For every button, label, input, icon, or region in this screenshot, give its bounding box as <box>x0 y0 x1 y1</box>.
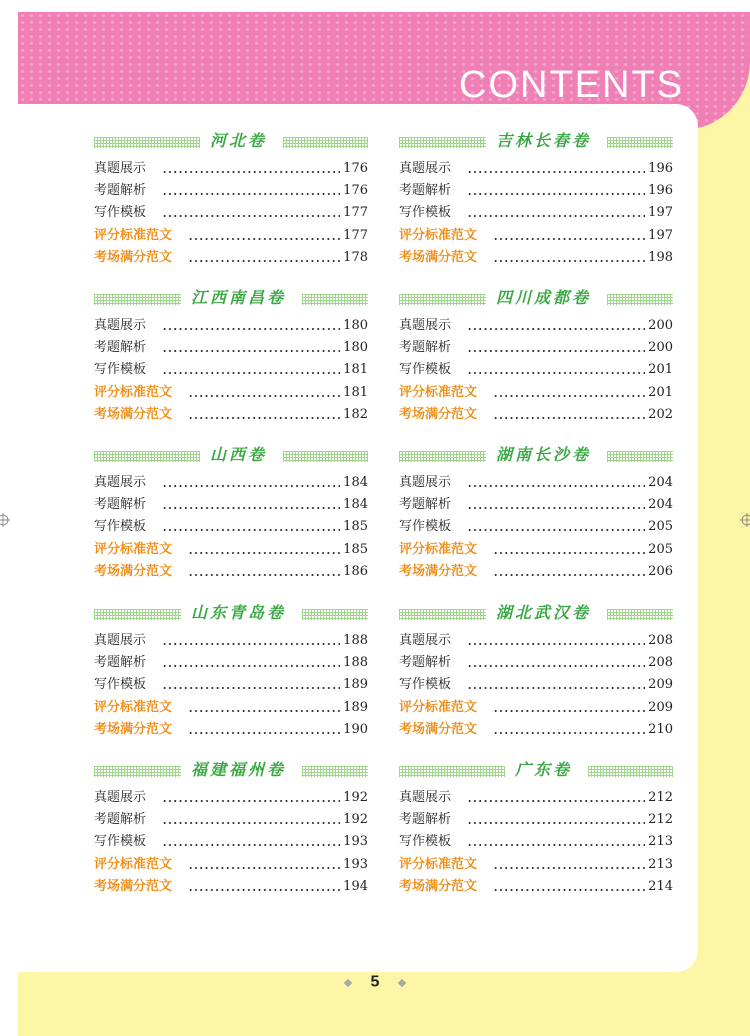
entry-page-number: 180 <box>343 318 368 333</box>
dot-leader <box>188 574 340 576</box>
section-header <box>399 290 673 310</box>
page-title: CONTENTS <box>459 64 684 106</box>
toc-entry[interactable] <box>399 359 673 381</box>
section-title: 福建福州卷 <box>191 760 287 779</box>
dot-leader <box>467 171 645 173</box>
toc-entry[interactable] <box>399 247 673 269</box>
section-title: 吉林长春卷 <box>496 131 592 150</box>
dot-leader <box>467 507 645 509</box>
section-title: 江西南昌卷 <box>191 288 287 307</box>
entry-page-number: 198 <box>648 249 673 265</box>
section-header <box>94 762 368 782</box>
toc-entry[interactable] <box>94 787 368 809</box>
entry-page-number: 204 <box>648 497 673 513</box>
section-header <box>94 290 368 310</box>
toc-entry[interactable] <box>94 697 368 719</box>
entry-page-number: 208 <box>648 633 673 648</box>
section-stripe-left <box>94 137 200 148</box>
entry-page-number: 201 <box>648 384 673 400</box>
entry-page-number: 197 <box>648 205 673 221</box>
toc-section <box>94 603 368 743</box>
toc-section <box>399 288 673 428</box>
toc-entry[interactable] <box>94 404 368 426</box>
entry-page-number: 212 <box>648 790 673 805</box>
dot-leader <box>162 372 340 374</box>
entry-label: 真题展示 <box>94 633 147 648</box>
section-stripe-right <box>302 609 368 620</box>
entry-page-number: 193 <box>343 856 368 872</box>
entry-page-number: 204 <box>648 475 673 490</box>
toc-entry[interactable] <box>399 831 673 853</box>
entry-page-number: 213 <box>648 834 673 850</box>
entry-label: 写作模板 <box>94 362 147 378</box>
toc-entry[interactable] <box>94 719 368 741</box>
entry-page-number: 212 <box>648 812 673 828</box>
entry-page-number: 184 <box>343 475 368 490</box>
dot-leader <box>467 328 645 330</box>
entry-label: 考题解析 <box>399 812 452 828</box>
toc-entry[interactable] <box>399 876 673 898</box>
entry-label: 考场满分范文 <box>399 878 478 894</box>
entry-page-number: 192 <box>343 790 368 805</box>
section-title: 湖北武汉卷 <box>496 603 592 622</box>
entry-page-number: 186 <box>343 563 368 579</box>
section-header <box>94 447 368 467</box>
section-stripe-left <box>399 451 486 462</box>
toc-entry[interactable] <box>399 382 673 404</box>
entry-page-number: 188 <box>343 655 368 671</box>
entry-page-number: 189 <box>343 677 368 693</box>
entry-page-number: 181 <box>343 362 368 378</box>
dot-leader <box>467 485 645 487</box>
dot-leader <box>188 395 340 397</box>
dot-leader <box>467 687 645 689</box>
section-header <box>399 762 673 782</box>
toc-entry[interactable] <box>94 876 368 898</box>
entry-page-number: 178 <box>343 249 368 265</box>
section-entries <box>94 315 368 426</box>
entry-label: 考题解析 <box>94 340 147 356</box>
entry-label: 写作模板 <box>94 205 147 221</box>
dot-leader <box>493 574 645 576</box>
toc-entry[interactable] <box>399 337 673 359</box>
section-entries <box>399 315 673 426</box>
entry-page-number: 202 <box>648 406 673 422</box>
entry-label: 真题展示 <box>399 475 452 490</box>
dot-leader <box>493 417 645 419</box>
dot-leader <box>162 687 340 689</box>
dot-leader <box>162 529 340 531</box>
dot-leader <box>467 844 645 846</box>
entry-page-number: 200 <box>648 318 673 333</box>
section-stripe-left <box>399 609 486 620</box>
toc-entry[interactable] <box>94 539 368 561</box>
section-entries <box>94 630 368 741</box>
page-number: 5 <box>370 973 380 991</box>
entry-label: 评分标准范文 <box>399 856 478 872</box>
toc-entry[interactable] <box>94 652 368 674</box>
dot-leader <box>493 710 645 712</box>
section-stripe-right <box>607 451 673 462</box>
dot-leader <box>493 732 645 734</box>
entry-page-number: 177 <box>343 205 368 221</box>
toc-entry[interactable] <box>94 630 368 652</box>
toc-entry[interactable] <box>94 247 368 269</box>
entry-page-number: 176 <box>343 161 368 176</box>
section-stripe-right <box>607 294 673 305</box>
section-stripe-left <box>94 766 181 777</box>
dot-leader <box>188 710 340 712</box>
entry-label: 评分标准范文 <box>94 856 173 872</box>
diamond-icon <box>397 978 405 986</box>
section-stripe-left <box>399 137 486 148</box>
toc-entry[interactable] <box>399 472 673 494</box>
dot-leader <box>493 395 645 397</box>
toc-entry[interactable] <box>94 674 368 696</box>
dot-leader <box>188 552 340 554</box>
toc-entry[interactable] <box>399 809 673 831</box>
entry-label: 真题展示 <box>94 318 147 333</box>
entry-label: 考题解析 <box>399 183 452 199</box>
section-stripe-left <box>399 766 505 777</box>
toc-entry[interactable] <box>399 180 673 202</box>
entry-label: 考题解析 <box>94 812 147 828</box>
section-entries <box>94 472 368 583</box>
toc-entry[interactable] <box>399 630 673 652</box>
toc-entry[interactable] <box>94 180 368 202</box>
section-header <box>94 133 368 153</box>
entry-page-number: 176 <box>343 183 368 199</box>
toc-entry[interactable] <box>94 561 368 583</box>
dot-leader <box>162 822 340 824</box>
section-stripe-right <box>302 294 368 305</box>
entry-label: 真题展示 <box>399 633 452 648</box>
entry-label: 真题展示 <box>94 161 147 176</box>
entry-label: 考题解析 <box>94 183 147 199</box>
toc-entry[interactable] <box>94 359 368 381</box>
entry-label: 写作模板 <box>94 677 147 693</box>
section-title: 河北卷 <box>210 131 268 150</box>
entry-page-number: 181 <box>343 384 368 400</box>
entry-page-number: 200 <box>648 340 673 356</box>
entry-label: 考场满分范文 <box>399 406 478 422</box>
dot-leader <box>467 665 645 667</box>
entry-label: 评分标准范文 <box>399 699 478 715</box>
entry-label: 考题解析 <box>94 497 147 513</box>
entry-label: 真题展示 <box>94 790 147 805</box>
dot-leader <box>467 350 645 352</box>
section-stripe-left <box>94 609 181 620</box>
entry-label: 评分标准范文 <box>94 541 173 557</box>
entry-page-number: 194 <box>343 878 368 894</box>
registration-mark-icon <box>740 512 750 526</box>
entry-page-number: 209 <box>648 677 673 693</box>
toc-entry[interactable] <box>94 202 368 224</box>
entry-page-number: 201 <box>648 362 673 378</box>
registration-mark-icon <box>0 512 10 526</box>
section-stripe-right <box>588 766 673 777</box>
entry-page-number: 188 <box>343 633 368 648</box>
entry-label: 真题展示 <box>399 161 452 176</box>
dot-leader <box>162 643 340 645</box>
dot-leader <box>467 529 645 531</box>
entry-label: 考场满分范文 <box>94 249 173 265</box>
section-header <box>399 447 673 467</box>
dot-leader <box>467 372 645 374</box>
toc-entry[interactable] <box>399 202 673 224</box>
entry-page-number: 185 <box>343 541 368 557</box>
toc-entry[interactable] <box>399 315 673 337</box>
entry-page-number: 190 <box>343 721 368 737</box>
dot-leader <box>188 889 340 891</box>
entry-label: 评分标准范文 <box>94 384 173 400</box>
dot-leader <box>467 822 645 824</box>
entry-page-number: 210 <box>648 721 673 737</box>
entry-label: 评分标准范文 <box>94 699 173 715</box>
toc-entry[interactable] <box>94 158 368 180</box>
section-stripe-right <box>302 766 368 777</box>
toc-section <box>399 603 673 743</box>
entry-label: 考场满分范文 <box>399 721 478 737</box>
dot-leader <box>162 665 340 667</box>
dot-leader <box>162 171 340 173</box>
toc-entry[interactable] <box>399 854 673 876</box>
toc-entry[interactable] <box>94 315 368 337</box>
dot-leader <box>162 800 340 802</box>
dot-leader <box>188 238 340 240</box>
section-stripe-right <box>283 451 368 462</box>
dot-leader <box>162 844 340 846</box>
toc-entry[interactable] <box>399 787 673 809</box>
toc-entry[interactable] <box>399 539 673 561</box>
dot-leader <box>493 238 645 240</box>
section-entries <box>399 472 673 583</box>
toc-entry[interactable] <box>94 337 368 359</box>
section-header <box>399 133 673 153</box>
toc-entry[interactable] <box>94 809 368 831</box>
entry-label: 考场满分范文 <box>94 406 173 422</box>
section-stripe-left <box>399 294 486 305</box>
dot-leader <box>467 643 645 645</box>
section-header <box>399 605 673 625</box>
toc-entry[interactable] <box>399 561 673 583</box>
entry-page-number: 189 <box>343 699 368 715</box>
dot-leader <box>162 485 340 487</box>
entry-page-number: 196 <box>648 183 673 199</box>
toc-section <box>94 288 368 428</box>
section-stripe-right <box>283 137 368 148</box>
entry-label: 评分标准范文 <box>94 227 173 243</box>
entry-label: 考场满分范文 <box>94 563 173 579</box>
toc-entry[interactable] <box>399 652 673 674</box>
entry-label: 写作模板 <box>399 205 452 221</box>
dot-leader <box>188 867 340 869</box>
section-stripe-left <box>94 294 181 305</box>
toc-entry[interactable] <box>399 516 673 538</box>
toc-entry[interactable] <box>94 516 368 538</box>
entry-label: 真题展示 <box>399 790 452 805</box>
entry-page-number: 184 <box>343 497 368 513</box>
toc-entry[interactable] <box>399 674 673 696</box>
toc-entry[interactable] <box>399 225 673 247</box>
dot-leader <box>188 417 340 419</box>
section-stripe-right <box>607 137 673 148</box>
entry-page-number: 180 <box>343 340 368 356</box>
toc-section <box>94 760 368 900</box>
dot-leader <box>162 193 340 195</box>
entry-label: 考场满分范文 <box>94 878 173 894</box>
toc-entry[interactable] <box>399 494 673 516</box>
page-footer <box>0 972 750 1002</box>
dot-leader <box>162 215 340 217</box>
toc-section <box>399 445 673 585</box>
entry-label: 考题解析 <box>399 655 452 671</box>
dot-leader <box>493 260 645 262</box>
entry-label: 写作模板 <box>94 519 147 535</box>
dot-leader <box>162 350 340 352</box>
entry-label: 写作模板 <box>399 834 452 850</box>
entry-label: 评分标准范文 <box>399 541 478 557</box>
entry-page-number: 196 <box>648 161 673 176</box>
dot-leader <box>467 215 645 217</box>
section-entries <box>399 787 673 898</box>
toc-entry[interactable] <box>399 719 673 741</box>
entry-page-number: 193 <box>343 834 368 850</box>
entry-page-number: 197 <box>648 227 673 243</box>
entry-page-number: 206 <box>648 563 673 579</box>
toc-entry[interactable] <box>399 158 673 180</box>
entry-page-number: 205 <box>648 519 673 535</box>
entry-page-number: 205 <box>648 541 673 557</box>
entry-label: 真题展示 <box>399 318 452 333</box>
toc-entry[interactable] <box>94 854 368 876</box>
section-entries <box>399 630 673 741</box>
entry-label: 写作模板 <box>399 677 452 693</box>
entry-label: 考题解析 <box>399 340 452 356</box>
toc-entry[interactable] <box>94 382 368 404</box>
entry-label: 考场满分范文 <box>399 563 478 579</box>
dot-leader <box>188 732 340 734</box>
entry-label: 考场满分范文 <box>399 249 478 265</box>
section-title: 山西卷 <box>210 445 268 464</box>
section-stripe-right <box>607 609 673 620</box>
section-entries <box>94 158 368 269</box>
entry-label: 写作模板 <box>94 834 147 850</box>
entry-label: 评分标准范文 <box>399 227 478 243</box>
entry-page-number: 182 <box>343 406 368 422</box>
entry-label: 真题展示 <box>94 475 147 490</box>
toc-entry[interactable] <box>399 697 673 719</box>
diamond-icon <box>344 978 352 986</box>
entry-page-number: 177 <box>343 227 368 243</box>
dot-leader <box>467 193 645 195</box>
dot-leader <box>162 328 340 330</box>
dot-leader <box>467 800 645 802</box>
section-title: 山东青岛卷 <box>191 603 287 622</box>
dot-leader <box>493 867 645 869</box>
entry-label: 考题解析 <box>399 497 452 513</box>
entry-page-number: 192 <box>343 812 368 828</box>
entry-label: 写作模板 <box>399 362 452 378</box>
toc-section <box>94 445 368 585</box>
entry-label: 考题解析 <box>94 655 147 671</box>
entry-label: 评分标准范文 <box>399 384 478 400</box>
section-header <box>94 605 368 625</box>
entry-page-number: 214 <box>648 878 673 894</box>
entry-page-number: 213 <box>648 856 673 872</box>
entry-label: 考场满分范文 <box>94 721 173 737</box>
toc-section <box>399 131 673 271</box>
toc-entry[interactable] <box>94 225 368 247</box>
entry-page-number: 209 <box>648 699 673 715</box>
dot-leader <box>188 260 340 262</box>
entry-page-number: 208 <box>648 655 673 671</box>
dot-leader <box>162 507 340 509</box>
entry-page-number: 185 <box>343 519 368 535</box>
entry-label: 写作模板 <box>399 519 452 535</box>
toc-section <box>399 760 673 900</box>
section-title: 湖南长沙卷 <box>496 445 592 464</box>
section-title: 四川成都卷 <box>496 288 592 307</box>
toc-section <box>94 131 368 271</box>
dot-leader <box>493 552 645 554</box>
toc-entry[interactable] <box>399 404 673 426</box>
toc-entry[interactable] <box>94 472 368 494</box>
dot-leader <box>493 889 645 891</box>
section-title: 广东卷 <box>515 760 573 779</box>
toc-entry[interactable] <box>94 831 368 853</box>
section-entries <box>94 787 368 898</box>
toc-entry[interactable] <box>94 494 368 516</box>
section-entries <box>399 158 673 269</box>
section-stripe-left <box>94 451 200 462</box>
